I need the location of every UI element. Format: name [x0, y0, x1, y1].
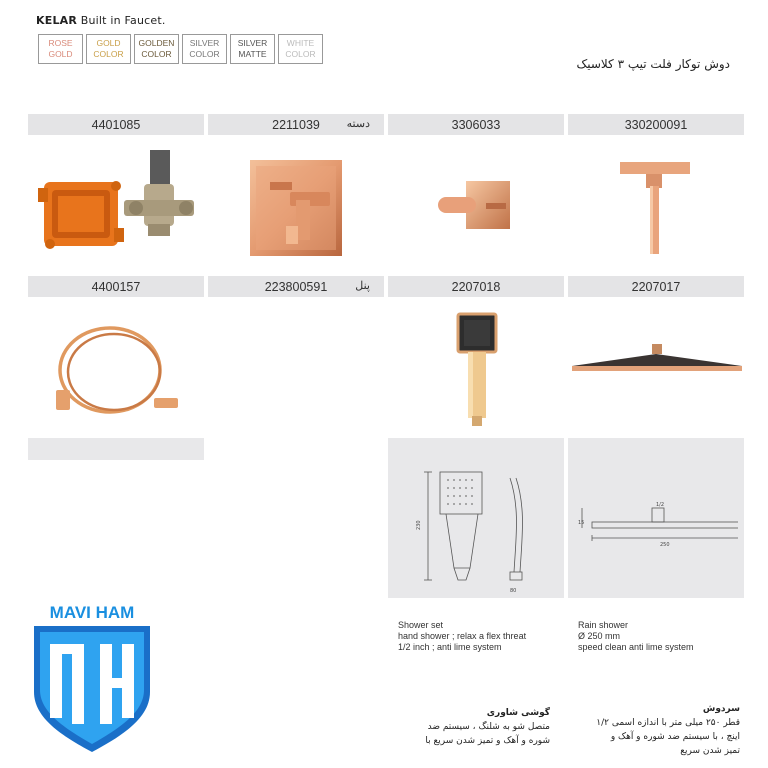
product-image-hand-shower[interactable] [452, 310, 502, 430]
rain-width-label: 250 [660, 542, 670, 548]
swatch-white[interactable] [278, 34, 323, 64]
hand-height-label: 230 [416, 520, 422, 530]
rain-shower-spec-fa [574, 702, 740, 758]
spec-line-fa: تمیز شدن سریع [680, 746, 740, 756]
product-image-rain-shower[interactable] [566, 342, 746, 382]
logo-text: MAVI HAM [49, 603, 135, 622]
mavi-ham-logo [26, 600, 158, 756]
rain-shower-diagram-icon [578, 500, 738, 560]
wall-outlet-icon [432, 175, 522, 235]
product-code: 3306033 [451, 117, 501, 132]
swatch-silver-matte[interactable] [230, 34, 275, 64]
empty-cell-bar [28, 438, 204, 460]
spec-line: 1/2 inch ; anti lime system [398, 642, 502, 652]
spec-line-fa: متصل شو به شلنگ ، سیستم ضد [427, 722, 550, 732]
rain-shower-drawing [578, 500, 738, 560]
swatch-line1: GOLDEN [138, 38, 175, 48]
spec-line-fa: گوشی شاوری [486, 708, 550, 718]
rain-height-label: 15 [578, 520, 585, 526]
mixer-plate-icon [240, 152, 350, 262]
swatch-line2: COLOR [189, 49, 220, 59]
product-code: 330200091 [624, 117, 688, 132]
concealed-body-icon [30, 140, 206, 270]
hand-shower-icon [452, 310, 502, 430]
code-bar-2207017 [568, 276, 744, 297]
spec-line-fa: سردوش [702, 704, 740, 714]
code-bar-2207018 [388, 276, 564, 297]
rain-shower-icon [566, 342, 746, 382]
brand-suffix: Built in Faucet. [80, 14, 166, 27]
swatch-line1: SILVER [189, 38, 220, 48]
swatch-gold[interactable] [86, 34, 131, 64]
product-code: 223800591 [264, 279, 328, 294]
rain-thread-label: 1/2 [656, 502, 665, 508]
shower-set-spec-fa [390, 706, 550, 748]
swatch-rose-gold[interactable] [38, 34, 83, 64]
spec-line: Rain shower [578, 620, 629, 630]
spec-line: Ø 250 mm [578, 631, 621, 641]
brand-name: KELAR [36, 14, 78, 27]
swatch-line1: SILVER [237, 38, 268, 48]
product-code: 4401085 [91, 117, 141, 132]
ceiling-arm-icon [618, 158, 698, 258]
spec-line: hand shower ; relax a flex threat [398, 631, 527, 641]
product-image-mixer-plate[interactable] [240, 152, 350, 262]
hand-width-label: 80 [510, 588, 517, 594]
product-image-hose[interactable] [50, 312, 190, 432]
swatch-line2: COLOR [93, 49, 124, 59]
swatch-line2: COLOR [285, 49, 316, 59]
rain-shower-spec [578, 620, 748, 653]
swatch-line2: COLOR [141, 49, 172, 59]
spec-line-fa: قطر ۲۵۰ میلی متر با اندازه اسمی ۱/۲ [596, 718, 740, 728]
product-code: 2207017 [631, 279, 681, 294]
hand-shower-diagram-icon [400, 468, 560, 596]
product-code: 2207018 [451, 279, 501, 294]
product-tag: پنل [355, 280, 370, 292]
brand-line [36, 14, 166, 27]
hand-shower-drawing [400, 468, 560, 596]
color-swatches [38, 34, 323, 64]
code-bar-2211039 [208, 114, 384, 135]
product-code: 2211039 [272, 117, 320, 132]
code-bar-330200091 [568, 114, 744, 135]
swatch-line1: ROSE [48, 38, 73, 48]
shield-logo-icon [26, 600, 158, 756]
product-tag: دسته [346, 118, 370, 130]
swatch-silver[interactable] [182, 34, 227, 64]
swatch-line2: GOLD [48, 49, 73, 59]
code-bar-4400157 [28, 276, 204, 297]
spec-line-fa: اینچ ، با سیستم ضد شوره و آهک و [610, 732, 740, 742]
hose-icon [50, 312, 190, 432]
code-bar-3306033 [388, 114, 564, 135]
shower-set-spec [398, 620, 568, 653]
product-code: 4400157 [91, 279, 141, 294]
product-image-concealed-body[interactable] [30, 140, 206, 270]
product-image-ceiling-arm[interactable] [618, 158, 698, 258]
page-title: دوش توکار فلت تیپ ۳ کلاسیک [576, 57, 730, 71]
spec-line-fa: شوره و آهک و تمیز شدن سریع با [425, 736, 550, 746]
swatch-line2: MATTE [238, 49, 267, 59]
spec-line: speed clean anti lime system [578, 642, 694, 652]
code-bar-4401085 [28, 114, 204, 135]
spec-line: Shower set [398, 620, 444, 630]
code-bar-223800591 [208, 276, 384, 297]
product-image-wall-outlet[interactable] [432, 175, 522, 235]
swatch-line1: WHITE [286, 38, 315, 48]
swatch-golden[interactable] [134, 34, 179, 64]
swatch-line1: GOLD [96, 38, 121, 48]
